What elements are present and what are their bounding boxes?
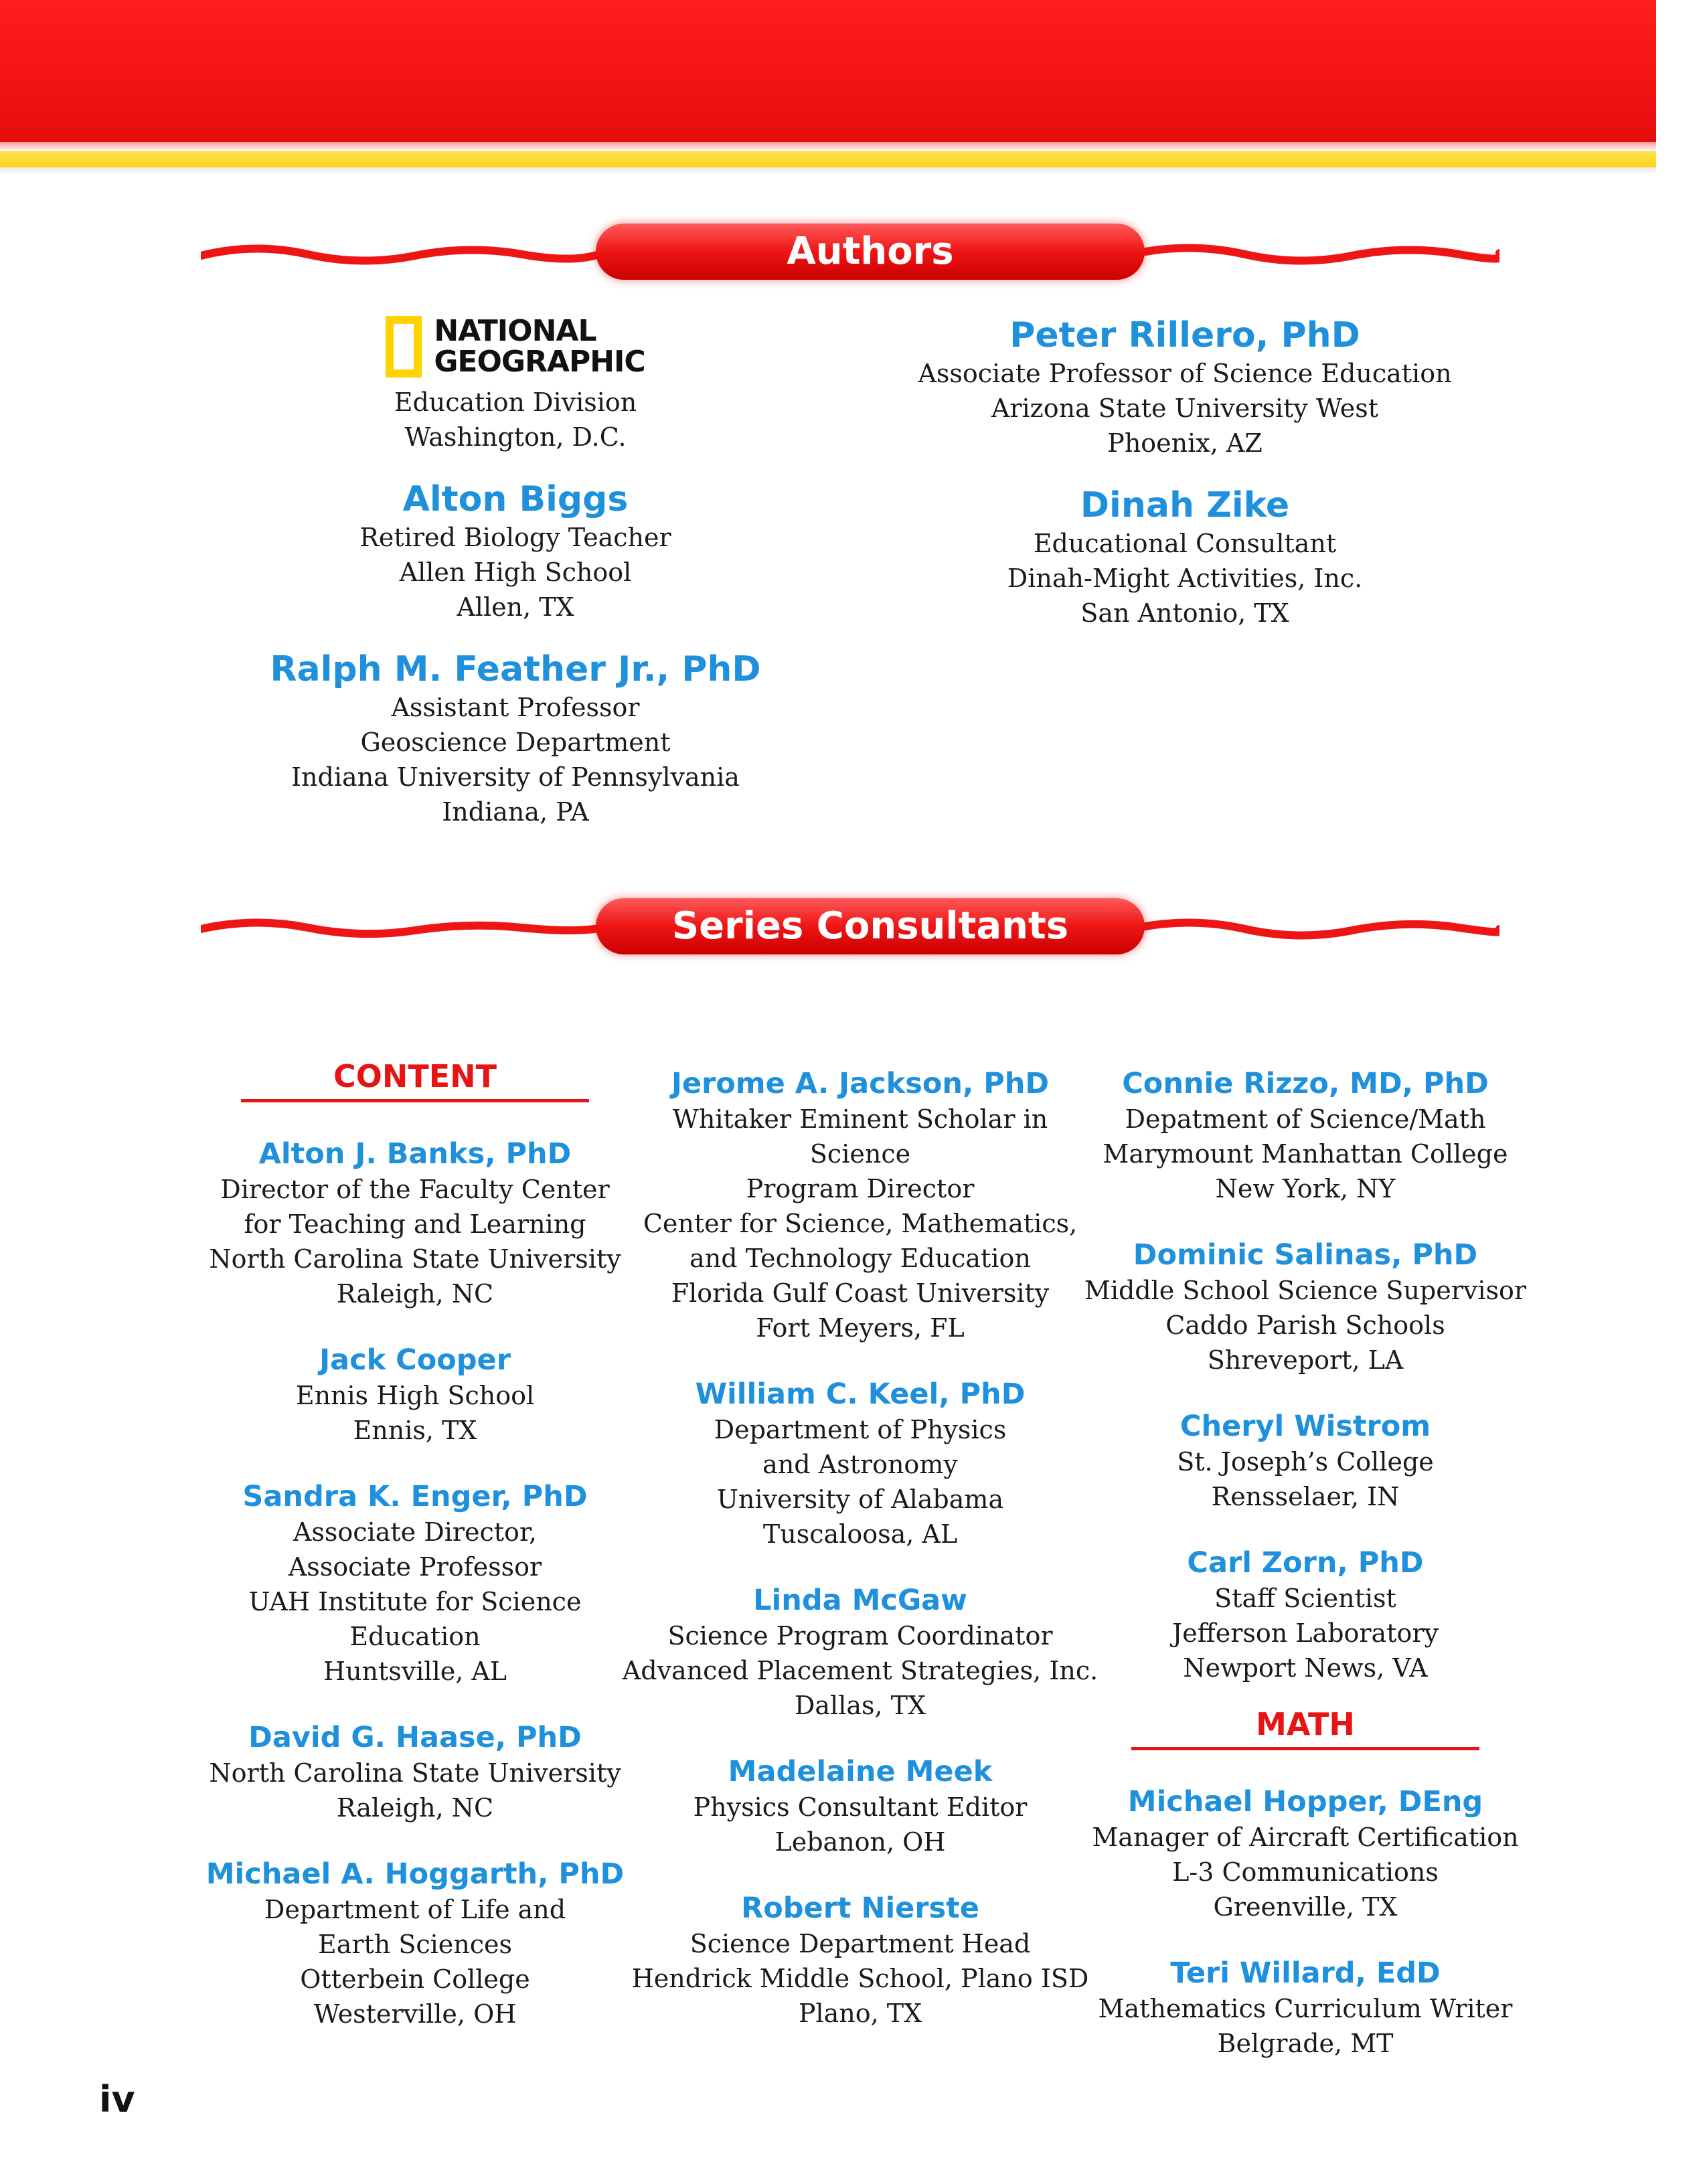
section-title-consultants: Series Consultants [671, 904, 1069, 948]
author-detail: Associate Professor of Science Education [918, 359, 1452, 388]
consultant-entry [619, 1890, 1101, 2031]
consultant-name: Dominic Salinas, PhD [1133, 1238, 1478, 1272]
consultant-detail: Ennis High School [295, 1381, 535, 1410]
consultant-entry [619, 1582, 1101, 1723]
consultant-name: Jack Cooper [319, 1343, 511, 1377]
consultant-entry [1064, 1545, 1546, 1685]
author-detail: Allen High School [399, 558, 632, 587]
consultant-detail: L-3 Communications [1172, 1857, 1439, 1887]
consultant-name: Michael Hopper, DEng [1127, 1785, 1483, 1819]
consultant-detail: Mathematics Curriculum Writer [1098, 1994, 1513, 2023]
author-entry [248, 308, 783, 454]
logo-line-1: NATIONAL [434, 313, 596, 348]
consultant-detail: Rensselaer, IN [1211, 1482, 1400, 1511]
consultant-detail: Lebanon, OH [775, 1827, 946, 1857]
banner-highlight-stripe [0, 142, 1656, 151]
consultant-name: Alton J. Banks, PhD [258, 1137, 572, 1171]
consultant-detail: Newport News, VA [1183, 1653, 1428, 1683]
consultant-detail: University of Alabama [716, 1485, 1004, 1514]
consultant-detail: Hendrick Middle School, Plano ISD [631, 1964, 1089, 1993]
section-title-authors: Authors [787, 230, 954, 273]
consultant-detail: North Carolina State University [209, 1244, 621, 1274]
page-number: iv [99, 2078, 135, 2120]
consultant-detail: Science Program Coordinator [667, 1621, 1053, 1651]
consultant-detail: Plano, TX [798, 1999, 922, 2028]
consultant-detail: for Teaching and Learning [244, 1209, 586, 1239]
consultant-detail: Marymount Manhattan College [1103, 1139, 1508, 1169]
consultant-detail: Westerville, OH [313, 1999, 517, 2029]
consultant-detail: Program Director [746, 1174, 975, 1203]
consultant-entry [181, 1479, 649, 1689]
consultant-entry [1064, 1408, 1546, 1514]
consultant-detail: Huntsville, AL [323, 1657, 507, 1686]
consultant-detail: Manager of Aircraft Certification [1092, 1823, 1519, 1852]
banner-yellow-stripe [0, 151, 1656, 167]
authors-right-column [917, 308, 1453, 655]
consultant-detail: Tuscaloosa, AL [762, 1519, 958, 1549]
consultant-detail: Associate Director, [293, 1517, 538, 1547]
consultant-entry [181, 1342, 649, 1448]
consultant-detail: Department of Life and [264, 1895, 566, 1924]
author-detail: Indiana University of Pennsylvania [291, 762, 740, 792]
consultant-name: Jerome A. Jackson, PhD [671, 1067, 1050, 1100]
consultant-detail: New York, NY [1215, 1174, 1396, 1203]
author-detail: Retired Biology Teacher [359, 523, 671, 552]
consultant-entry [619, 1066, 1101, 1345]
author-name: Peter Rillero, PhD [1009, 315, 1360, 355]
author-detail: Dinah-Might Activities, Inc. [1007, 564, 1363, 593]
consultant-entry [619, 1754, 1101, 1859]
consultant-detail: Middle School Science Supervisor [1084, 1276, 1527, 1305]
consultant-detail: Otterbein College [300, 1964, 530, 1994]
consultant-detail: Center for Science, Mathematics, [643, 1209, 1078, 1238]
consultant-detail: Raleigh, NC [336, 1279, 494, 1309]
consultant-detail: Earth Sciences [317, 1930, 513, 1959]
author-name: Ralph M. Feather Jr., PhD [270, 649, 761, 689]
consultant-name: Connie Rizzo, MD, PhD [1122, 1067, 1489, 1100]
consultants-column-1 [181, 1058, 649, 2062]
consultant-name: Carl Zorn, PhD [1187, 1546, 1424, 1580]
author-detail: Education Division [394, 388, 637, 417]
consultant-detail: North Carolina State University [209, 1758, 621, 1788]
consultant-entry [181, 1719, 649, 1825]
consultant-detail: Physics Consultant Editor [693, 1792, 1028, 1822]
authors-left-column [248, 308, 783, 853]
author-detail: Arizona State University West [991, 394, 1379, 423]
consultant-name: Teri Willard, EdD [1170, 1956, 1441, 1990]
consultant-detail: Whitaker Eminent Scholar in Science [672, 1104, 1048, 1169]
national-geographic-logo [248, 308, 783, 385]
consultant-detail: St. Joseph’s College [1177, 1447, 1434, 1477]
consultant-detail: Staff Scientist [1214, 1584, 1396, 1613]
consultant-name: Cheryl Wistrom [1180, 1410, 1431, 1443]
consultant-entry [181, 1856, 649, 2031]
consultant-name: Madelaine Meek [728, 1755, 993, 1788]
consultant-detail: Fort Meyers, FL [756, 1313, 965, 1343]
consultant-detail: Department of Physics [714, 1415, 1007, 1444]
authors-section-header [201, 216, 1499, 289]
yellow-border-icon [386, 316, 422, 377]
consultant-detail: and Technology Education [689, 1244, 1031, 1273]
author-detail: Phoenix, AZ [1107, 428, 1263, 458]
consultant-detail: Science Department Head [689, 1929, 1031, 1958]
consultant-entry [181, 1136, 649, 1311]
consultant-entry [1064, 1237, 1546, 1377]
consultant-entry [1064, 1784, 1546, 1924]
consultant-detail: Dallas, TX [794, 1691, 926, 1720]
top-banner [0, 0, 1656, 142]
category-content: CONTENT [241, 1058, 589, 1102]
consultant-detail: Florida Gulf Coast University [671, 1278, 1050, 1308]
consultant-name: Sandra K. Enger, PhD [242, 1480, 588, 1513]
consultant-name: David G. Haase, PhD [248, 1721, 582, 1754]
consultant-detail: Advanced Placement Strategies, Inc. [622, 1656, 1099, 1685]
consultant-name: Robert Nierste [741, 1892, 979, 1925]
consultants-section-header [201, 890, 1499, 964]
banner-shadow-stripe [0, 167, 1656, 174]
author-detail: Educational Consultant [1033, 529, 1337, 558]
consultant-detail: Shreveport, LA [1207, 1345, 1404, 1375]
author-detail: Geoscience Department [360, 728, 671, 757]
author-name: Dinah Zike [1080, 485, 1290, 525]
logo-line-2: GEOGRAPHIC [434, 344, 645, 379]
consultant-detail: Ennis, TX [353, 1416, 477, 1445]
consultant-detail: Associate Professor [288, 1552, 542, 1582]
author-detail: Allen, TX [457, 592, 574, 622]
consultant-name: William C. Keel, PhD [695, 1377, 1026, 1411]
consultant-detail: Depatment of Science/Math [1125, 1104, 1486, 1134]
consultant-detail: Caddo Parish Schools [1165, 1311, 1445, 1340]
author-entry [917, 485, 1453, 631]
consultant-detail: Greenville, TX [1213, 1892, 1398, 1922]
consultants-column-2 [619, 1066, 1101, 2062]
consultant-detail: Belgrade, MT [1217, 2029, 1394, 2058]
consultant-detail: Raleigh, NC [336, 1793, 494, 1823]
consultant-entry [1064, 1955, 1546, 2061]
category-math: MATH [1131, 1705, 1479, 1750]
author-entry [248, 649, 783, 829]
author-detail: Washington, D.C. [404, 422, 627, 452]
author-entry [248, 479, 783, 624]
consultant-detail: UAH Institute for Science Education [248, 1587, 582, 1651]
author-name: Alton Biggs [402, 479, 629, 519]
consultants-column-3 [1064, 1066, 1546, 2092]
author-detail: San Antonio, TX [1080, 598, 1289, 628]
author-detail: Assistant Professor [391, 693, 640, 722]
consultant-name: Michael A. Hoggarth, PhD [206, 1857, 625, 1891]
consultant-detail: and Astronomy [762, 1450, 958, 1479]
consultant-entry [1064, 1066, 1546, 1206]
consultant-detail: Jefferson Laboratory [1172, 1618, 1439, 1648]
author-detail: Indiana, PA [442, 797, 589, 827]
author-entry [917, 315, 1453, 460]
consultant-detail: Director of the Faculty Center [220, 1175, 610, 1204]
consultant-entry [619, 1376, 1101, 1551]
consultant-name: Linda McGaw [753, 1584, 967, 1617]
